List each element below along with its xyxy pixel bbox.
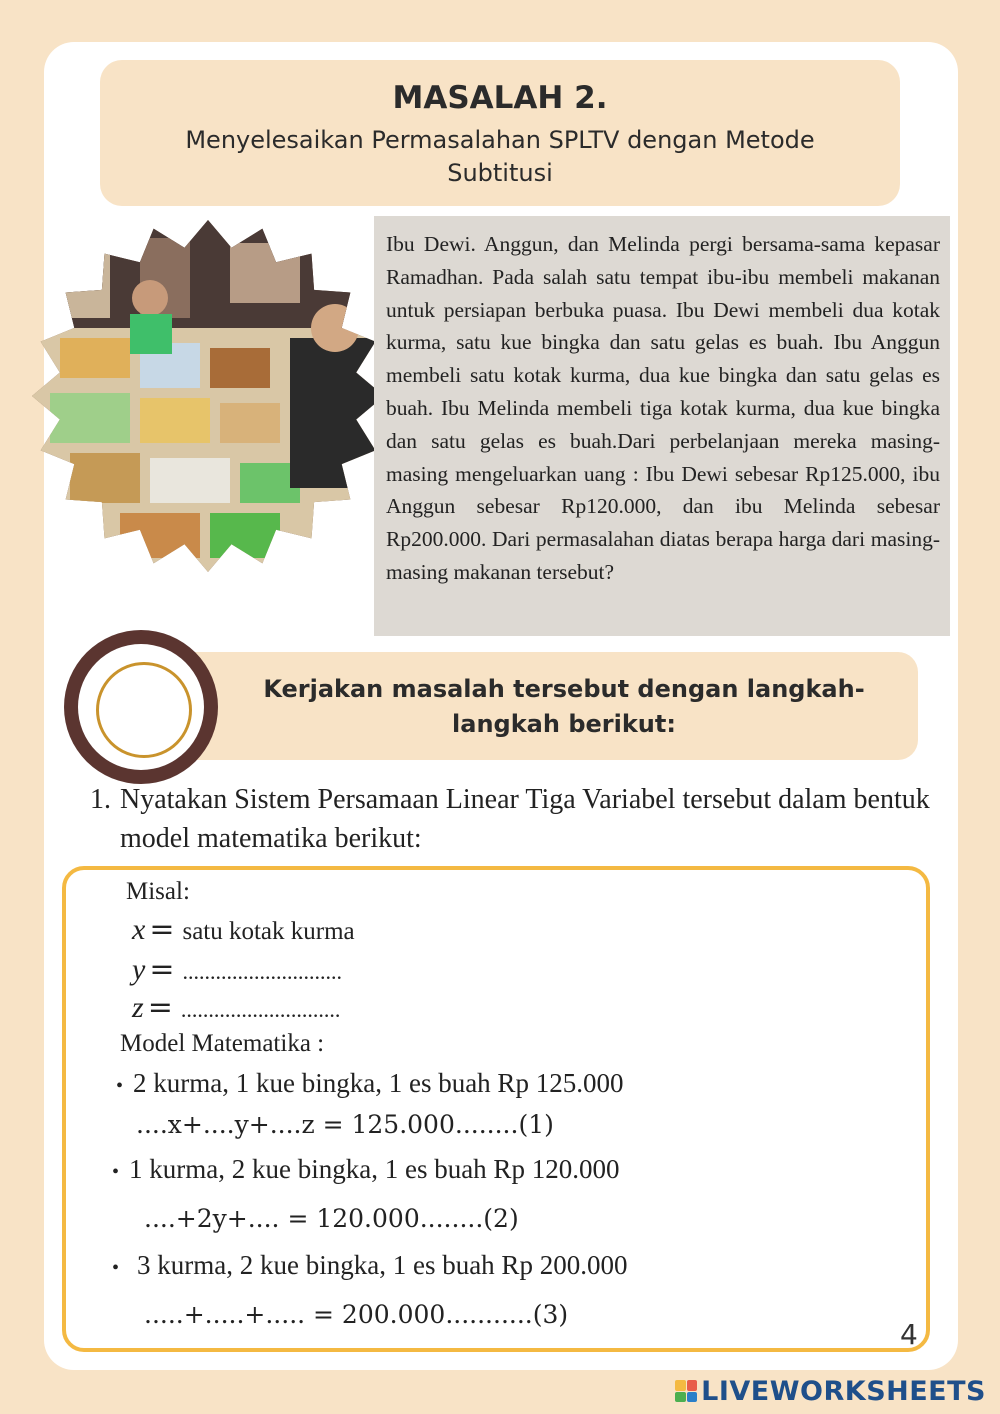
decorative-ring: [64, 630, 218, 784]
equation-3[interactable]: .....+.....+..... = 200.000...........(3): [144, 1300, 569, 1329]
var-blank-z[interactable]: .............................: [180, 997, 341, 1022]
equation-2[interactable]: ....+2y+.... = 120.000........(2): [144, 1204, 519, 1233]
step-number: 1.: [90, 784, 111, 815]
item-text: 1 kurma, 2 kue bingka, 1 es buah Rp 120.000: [129, 1154, 620, 1184]
var-equals: =: [149, 912, 175, 947]
var-blank-y[interactable]: .............................: [182, 959, 342, 984]
var-equals: =: [149, 952, 175, 987]
item-2: [112, 1154, 619, 1185]
var-symbol: z: [132, 991, 144, 1024]
item-text: 3 kurma, 2 kue bingka, 1 es buah Rp 200.000: [137, 1250, 628, 1280]
var-row-x: [132, 912, 355, 947]
story-text: Ibu Dewi. Anggun, dan Melinda pergi bersama-sama kepasar Ramadhan. Pada salah satu tempat ibu-ibu membeli makanan untuk persiapan berbuka puasa. Ibu Dewi membeli dua kotak kurma, satu kue bingka dan satu gelas es buah. Ibu Anggun membeli satu kotak kurma, dua kue bingka dan satu gelas es buah. Ibu Melinda membeli tiga kotak kurma, dua kue bingka dan satu gelas es buah.Dari perbelanjaan mereka masing-masing mengeluarkan uang : Ibu Dewi sebesar Rp125.000, ibu Anggun sebesar Rp120.000, dan ibu Melinda sebesar Rp200.000. Dari permasalahan diatas berapa harga dari masing-masing makanan tersebut?: [374, 216, 950, 636]
item-1: [116, 1068, 623, 1099]
page-title: MASALAH 2.: [392, 80, 608, 116]
misal-label: Misal:: [126, 878, 190, 905]
var-equals: =: [147, 990, 173, 1025]
var-row-z: [132, 990, 340, 1025]
brand-text: LIVEWORKSHEETS: [701, 1375, 986, 1407]
var-definition: satu kotak kurma: [182, 918, 355, 945]
brand-logo-icon: [675, 1380, 697, 1402]
answer-box: [62, 866, 930, 1352]
market-photo: [30, 218, 386, 574]
bullet: •: [112, 1161, 120, 1183]
var-symbol: y: [132, 953, 146, 986]
instruction-banner: [160, 652, 918, 760]
ring-gold-circle: [96, 662, 192, 758]
item-3: [112, 1250, 627, 1281]
step-1: [90, 780, 930, 858]
equation-1[interactable]: ....x+....y+....z = 125.000........(1): [136, 1110, 554, 1139]
title-box: [100, 60, 900, 206]
liveworksheets-logo: [675, 1376, 986, 1406]
page-subtitle: Menyelesaikan Permasalahan SPLTV dengan Metode Subtitusi: [185, 126, 815, 187]
var-symbol: x: [132, 913, 146, 946]
item-text: 2 kurma, 1 kue bingka, 1 es buah Rp 125.000: [133, 1068, 624, 1098]
page-number: 4: [900, 1318, 918, 1351]
step-text: Nyatakan Sistem Persamaan Linear Tiga Variabel tersebut dalam bentuk model matematika berikut:: [120, 784, 930, 854]
bullet: •: [112, 1257, 120, 1279]
var-row-y: [132, 952, 342, 987]
ring-inner: [78, 644, 204, 770]
instruction-text: Kerjakan masalah tersebut dengan langkah-langkah berikut:: [263, 675, 865, 738]
model-label: Model Matematika :: [120, 1030, 325, 1057]
bullet: •: [116, 1075, 124, 1097]
